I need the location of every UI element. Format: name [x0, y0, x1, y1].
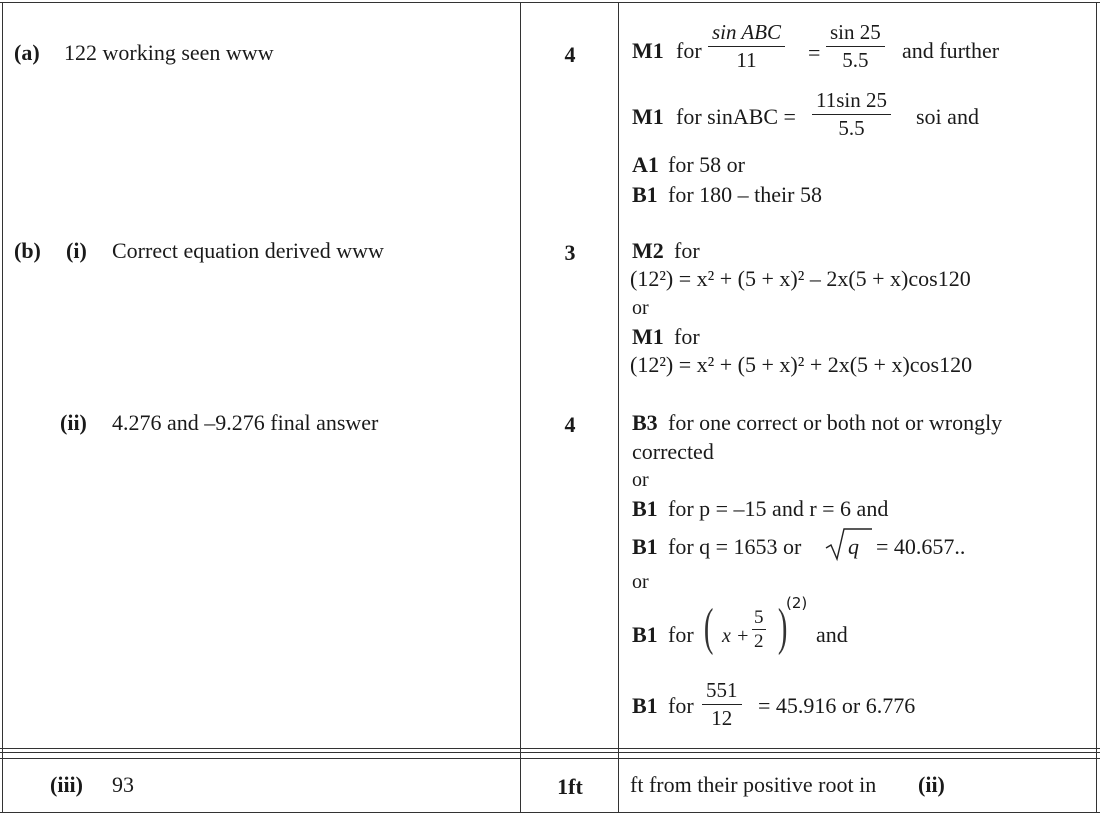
bii-g4-frac: [752, 608, 766, 651]
bii-g4-left-paren: (: [703, 599, 714, 656]
bi-g3-code: M1: [632, 324, 664, 349]
biii-guidance-ref: (ii): [918, 772, 945, 797]
row-b-iii-marks: 1ft: [557, 774, 583, 799]
a-g1-tail: and further: [902, 38, 1000, 63]
bii-g3-sqrt-arg: q: [848, 534, 859, 559]
row-b-iii-label: (iii): [50, 772, 83, 797]
bii-g4-expr: x +: [722, 625, 750, 647]
bii-g3-code: B1: [632, 534, 658, 559]
bii-g4-frac-den: 2: [754, 631, 764, 652]
a-g2-frac-den: 5.5: [838, 116, 865, 140]
a-g2-code: M1: [632, 104, 664, 129]
a-g2-frac: [812, 90, 891, 139]
a-g1-frac2-num: sin 25: [826, 22, 885, 47]
a-g1-eq: =: [808, 40, 821, 65]
col-divider-1: [520, 2, 521, 812]
bii-g5-code: B1: [632, 693, 658, 718]
row-b-i-label: (i): [66, 238, 87, 263]
bii-g5-frac-num: 551: [702, 680, 742, 705]
main-table-bottom-border: [0, 748, 1100, 749]
bii-g2-code: B1: [632, 496, 658, 521]
a-g1-code: M1: [632, 38, 664, 63]
a-g4-code: B1: [632, 182, 658, 207]
a-g4-text: for 180 – their 58: [668, 182, 822, 207]
row-a-answer: 122 working seen www: [64, 40, 274, 65]
bii-g4-power: (2): [786, 594, 808, 612]
row-b-ii-answer: 4.276 and –9.276 final answer: [112, 410, 379, 435]
biii-guidance-text: ft from their positive root in: [630, 772, 877, 797]
right-border: [1096, 2, 1097, 812]
col-divider-2: [618, 2, 619, 812]
a-g2-tail: soi and: [916, 104, 979, 129]
a-g2-frac-num: 11sin 25: [812, 90, 891, 115]
bii-g4-right-paren: ): [777, 599, 788, 656]
a-g2-text: for sinABC =: [676, 104, 796, 129]
bii-g5-text: for: [668, 693, 694, 718]
row-b-i-answer: Correct equation derived www: [112, 238, 384, 263]
bi-eq2: (12²) = x² + (5 + x)² + 2x(5 + x)cos120: [630, 352, 973, 377]
top-border: [0, 2, 1100, 3]
a-g3-code: A1: [632, 152, 659, 177]
a-g1-frac1: [708, 22, 785, 71]
row-b-ii-marks: 4: [564, 412, 576, 437]
bii-g4-text: for: [668, 622, 694, 647]
iii-row-bottom-border: [0, 812, 1100, 813]
row-b-label: (b): [14, 238, 41, 263]
bi-eq1: (12²) = x² + (5 + x)² – 2x(5 + x)cos120: [630, 266, 971, 291]
row-b-ii-label: (ii): [60, 410, 87, 435]
row-b-iii-answer: 93: [112, 772, 134, 797]
a-g1-frac2-den: 5.5: [842, 48, 869, 72]
bii-g5-frac-den: 12: [711, 706, 733, 730]
row-a-marks: 4: [564, 42, 576, 67]
bii-g4-code: B1: [632, 622, 658, 647]
bii-g5-tail: = 45.916 or 6.776: [758, 693, 916, 718]
a-g1-frac1-num: sin ABC: [708, 22, 785, 47]
bi-g1-text: for: [674, 238, 700, 263]
row-a-label: (a): [14, 40, 40, 65]
a-g3-text: for 58 or: [668, 152, 745, 177]
bii-g1-text: for one correct or both not or wrongly: [668, 410, 1003, 435]
left-border: [2, 2, 3, 812]
bi-g3-text: for: [674, 324, 700, 349]
bii-g5-frac: [702, 680, 742, 729]
bi-or: or: [632, 297, 649, 319]
bii-g4-tail: and: [816, 622, 848, 647]
a-g1-frac1-den: 11: [736, 48, 757, 72]
bii-g1-code: B3: [632, 410, 658, 435]
main-table-bottom-border-2: [0, 752, 1100, 753]
bii-or2: or: [632, 571, 649, 593]
bii-g2-text: for p = –15 and r = 6 and: [668, 496, 889, 521]
bii-g3-text: for q = 1653 or: [668, 534, 802, 559]
row-b-i-marks: 3: [564, 240, 576, 265]
bii-g4-frac-num: 5: [754, 607, 764, 628]
bi-g1-code: M2: [632, 238, 664, 263]
bii-or1: or: [632, 469, 649, 491]
a-g1-frac2: [826, 22, 885, 71]
a-g1-for: for: [676, 38, 702, 63]
bii-g3-post: = 40.657..: [876, 534, 966, 559]
iii-row-top-border: [0, 758, 1100, 759]
bii-g1b-text: corrected: [632, 439, 714, 464]
